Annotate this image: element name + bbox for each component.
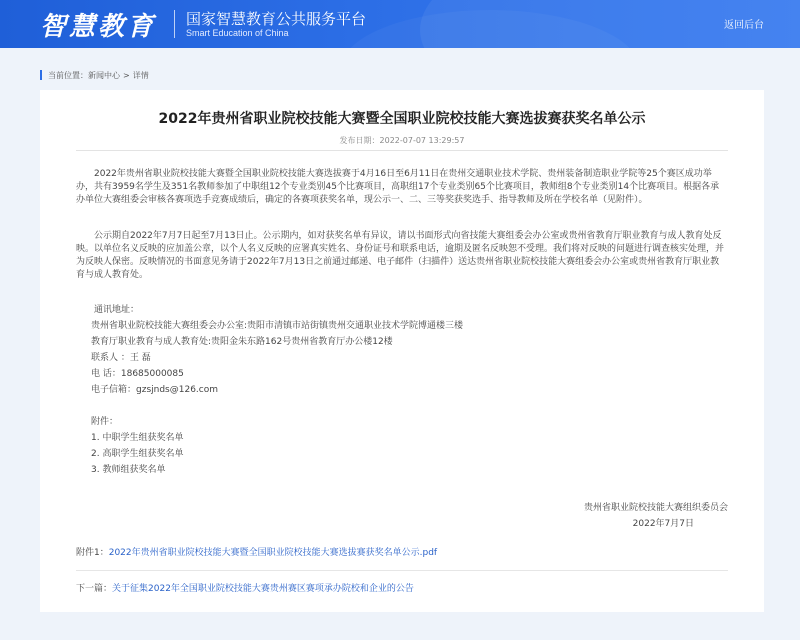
contact-heading: 通讯地址： — [94, 305, 140, 315]
article-title: 2022年贵州省职业院校技能大赛暨全国职业院校技能大赛选拔赛获奖名单公示 — [158, 111, 646, 127]
next-article-label: 下一篇： — [76, 584, 113, 594]
next-article-row — [76, 581, 414, 594]
attachments-heading: 附件： — [91, 417, 119, 427]
breadcrumb-prefix: 当前位置： — [48, 70, 88, 80]
back-to-admin-link[interactable]: 返回后台 — [724, 20, 764, 31]
contact-line: 教育厅职业教育与成人教育处:贵阳金朱东路162号贵州省教育厅办公楼12楼 — [91, 337, 393, 347]
platform-title: 国家智慧教育公共服务平台 — [186, 10, 367, 28]
footer-divider — [76, 570, 728, 571]
article-paragraph-2: 公示期自2022年7月7日起至7月13日止。公示期内，如对获奖名单有异议，请以书面形式向省技能大赛组委会办公室或贵州省教育厅职业教育与成人教育处反映。以单位名义反映的应加盖公章，以个人名义反映的应署真实姓名、身份证号和联系电话，逾期及匿名反映恕不受理。我们将对反映的问题进行调查核实处理，并为反映人保密。反映情况的书面意见务请于2022年7月13日之前通过邮递、电子邮件（扫描件）送达贵州省职业院校技能大赛组委会办公室或贵州省教育厅职业教育与成人教育处。 — [76, 231, 725, 280]
breadcrumb — [40, 68, 149, 82]
platform-subtitle: Smart Education of China — [186, 28, 289, 38]
breadcrumb-item-news-center[interactable]: 新闻中心 — [88, 70, 120, 80]
title-divider — [76, 150, 728, 151]
attachment-item: 2. 高职学生组获奖名单 — [91, 449, 184, 459]
attachment-download-row — [76, 545, 437, 558]
site-logo[interactable]: 智慧教育 — [40, 12, 157, 42]
site-header — [0, 0, 800, 48]
attachment-pdf-link[interactable]: 2022年贵州省职业院校技能大赛暨全国职业院校技能大赛选拔赛获奖名单公示.pdf — [108, 548, 438, 558]
signature-date: 2022年7月7日 — [632, 519, 694, 529]
article-paragraph-1: 2022年贵州省职业院校技能大赛暨全国职业院校技能大赛选拔赛于4月16日至6月11日在贵州交通职业技术学院、贵州装备制造职业学院等25个赛区成功举办，共有3959名学生及351名教师参加了中职组12个专业类别45个比赛项目，高职组17个专业类别65个比赛项目，教师组8个专业类别14个比赛项目。根据各承办单位大赛组委会审核各赛项选手竞赛成绩后，确定的各赛项获奖名单，现公示一、二、三等奖获奖选手、指导教师及所在学校名单（见附件）。 — [76, 169, 720, 205]
logo-divider — [174, 10, 175, 38]
next-article-link[interactable]: 关于征集2022年全国职业院校技能大赛贵州赛区赛项承办院校和企业的公告 — [112, 584, 414, 594]
contact-person: 联系人 ：王 磊 — [91, 353, 151, 363]
email-label: 电子信箱： — [91, 385, 137, 395]
email-address[interactable]: gzsjnds@126.com — [136, 385, 219, 395]
publish-date: 发布日期：2022-07-07 13:29:57 — [339, 136, 465, 145]
contact-phone: 电 话：18685000085 — [91, 369, 184, 379]
breadcrumb-marker — [40, 70, 42, 80]
breadcrumb-separator: > — [123, 70, 130, 80]
breadcrumb-item-detail: 详情 — [132, 70, 149, 80]
attachment-label: 附件1： — [76, 548, 109, 558]
contact-line: 贵州省职业院校技能大赛组委会办公室:贵阳市清镇市站街镇贵州交通职业技术学院博通楼三楼 — [91, 321, 464, 331]
attachment-item: 3. 教师组获奖名单 — [91, 465, 166, 475]
attachment-item: 1. 中职学生组获奖名单 — [91, 433, 184, 443]
contact-email-row — [91, 384, 218, 397]
article-card — [40, 90, 764, 612]
signature-org: 贵州省职业院校技能大赛组织委员会 — [583, 503, 728, 513]
